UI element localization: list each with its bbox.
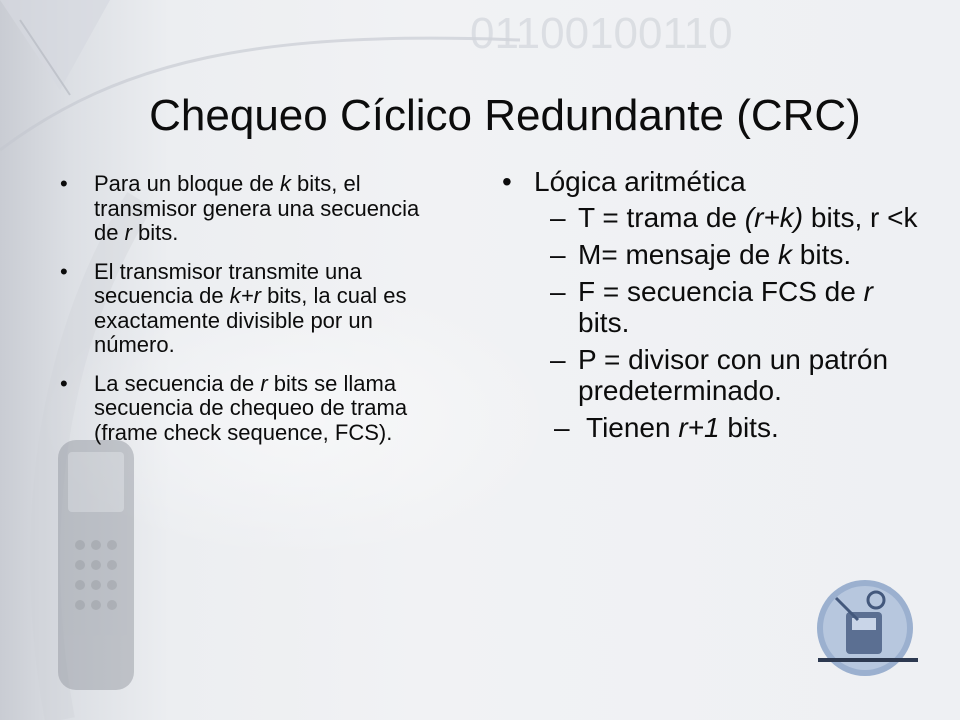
text-run: Tienen [586, 412, 679, 443]
bullet-text [94, 371, 407, 445]
telecom-logo-icon [817, 580, 918, 676]
left-bullet-item [60, 260, 440, 358]
italic-text: k [778, 239, 792, 270]
sub-item-text [578, 239, 851, 270]
left-bullet-list [60, 172, 440, 459]
dash-marker: – [550, 344, 566, 375]
dash-marker: – [550, 276, 566, 307]
bullet-marker: • [60, 171, 68, 196]
sub-item-text [586, 412, 779, 443]
bullet-text [94, 171, 419, 245]
right-sub-item [502, 202, 922, 233]
text-run: bits, la cual es exactamente divisible por un número. [94, 283, 407, 357]
italic-text: (r+k) [744, 202, 804, 233]
text-run: P = divisor con un patrón predeterminado. [578, 344, 889, 406]
left-bullet-item [60, 172, 440, 246]
dash-marker: – [554, 412, 570, 443]
text-run: bits. [792, 239, 852, 270]
right-sub-item [502, 412, 922, 443]
text-run: T = trama de [578, 202, 745, 233]
text-run: bits, el transmisor genera una secuencia de [94, 171, 420, 245]
text-run: La secuencia de [94, 370, 261, 396]
italic-text: r [260, 370, 268, 396]
italic-text: r+1 [678, 412, 720, 443]
dash-marker: – [550, 239, 566, 270]
bullet-marker: • [502, 166, 512, 197]
text-run: bits, r <k [803, 202, 918, 233]
left-bullet-item [60, 372, 440, 446]
right-sub-list [502, 202, 922, 443]
italic-text: r [124, 220, 132, 245]
italic-text: k [279, 171, 291, 196]
right-content [502, 166, 922, 449]
binary-decoration: 01100100110 [470, 9, 733, 58]
text-run: bits. [131, 220, 179, 245]
italic-text: k+r [229, 283, 261, 308]
text-run: bits se llama secuencia de chequeo de trama (frame check sequence, FCS). [94, 370, 408, 445]
sub-item-text [578, 276, 873, 338]
bullet-text [94, 259, 406, 358]
right-sub-item [502, 239, 922, 270]
right-heading: Lógica aritmética [534, 166, 746, 197]
right-heading-item [502, 166, 922, 198]
text-run: M= mensaje de [578, 239, 778, 270]
text-run: F = secuencia FCS de [578, 276, 864, 307]
bullet-marker: • [60, 258, 68, 284]
right-sub-item [502, 344, 922, 406]
text-run: bits. [578, 307, 630, 338]
dash-marker: – [550, 202, 566, 233]
slide-title: Chequeo Cíclico Redundante (CRC) [149, 91, 861, 141]
bullet-marker: • [60, 370, 68, 396]
right-sub-item [502, 276, 922, 338]
text-run: Para un bloque de [94, 171, 280, 196]
sub-item-text [578, 202, 918, 233]
text-run: El transmisor transmite una secuencia de [94, 258, 362, 308]
text-run: bits. [719, 412, 779, 443]
sub-item-text [578, 344, 888, 406]
italic-text: r [863, 276, 873, 307]
mobile-phone-icon [58, 440, 134, 690]
